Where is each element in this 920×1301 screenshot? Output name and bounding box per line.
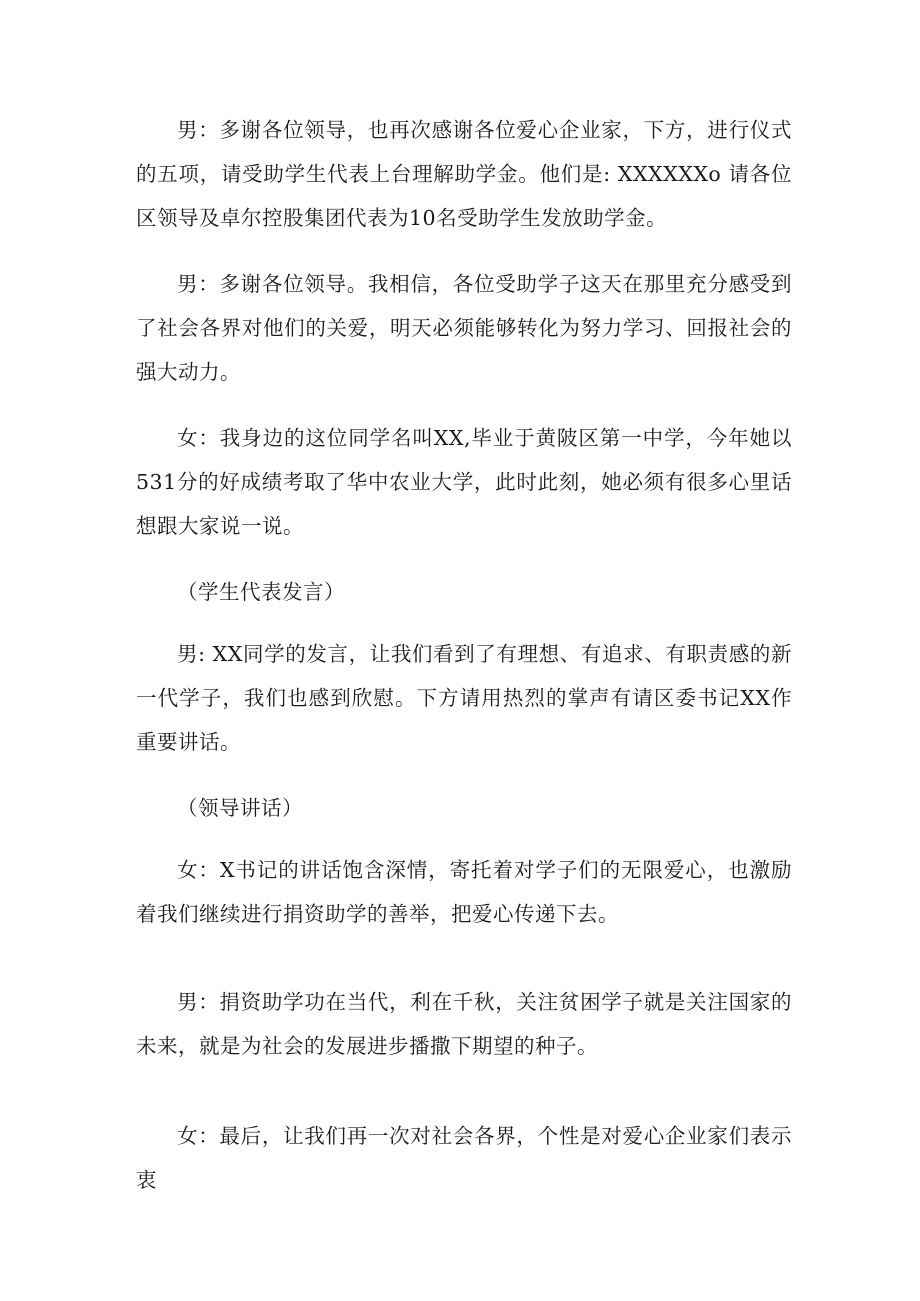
paragraph-students-feel-care: 男：多谢各位领导。我相信，各位受助学子这天在那里充分感受到了社会各界对他们的关爱，明天必须能够转化为努力学习、回报社会的强大动力。	[136, 272, 792, 384]
paragraph-leader-speech-note: （领导讲话）	[177, 796, 303, 820]
paragraph-student-introduction: 女：我身边的这位同学名叫XX,毕业于黄陂区第一中学，今年她以531分的好成绩考取了华中农业大学，此时此刻，她必须有很多心里话想跟大家说一说。	[136, 426, 792, 538]
paragraph-invite-secretary: 男: XX同学的发言，让我们看到了有理想、有追求、有职责感的新一代学子，我们也感到欣慰。下方请用热烈的掌声有请区委书记XX作重要讲话。	[136, 642, 792, 754]
paragraph-final-thanks: 女：最后，让我们再一次对社会各界，个性是对爱心企业家们表示衷	[136, 1124, 792, 1192]
paragraph-student-speech-note: （学生代表发言）	[177, 580, 345, 604]
paragraph-donation-future: 男：捐资助学功在当代，利在千秋，关注贫困学子就是关注国家的未来，就是为社会的发展进步播撒下期望的种子。	[136, 990, 792, 1058]
paragraph-secretary-speech-response: 女：X书记的讲话饱含深情，寄托着对学子们的无限爱心，也激励着我们继续进行捐资助学的善举，把爱心传递下去。	[136, 858, 792, 926]
paragraph-thanks-leaders-ceremony: 男：多谢各位领导，也再次感谢各位爱心企业家，下方，进行仪式的五项，请受助学生代表上台理解助学金。他们是: XXXXXXo 请各位区领导及卓尔控股集团代表为10名受助学生发放助学金。	[136, 118, 792, 230]
